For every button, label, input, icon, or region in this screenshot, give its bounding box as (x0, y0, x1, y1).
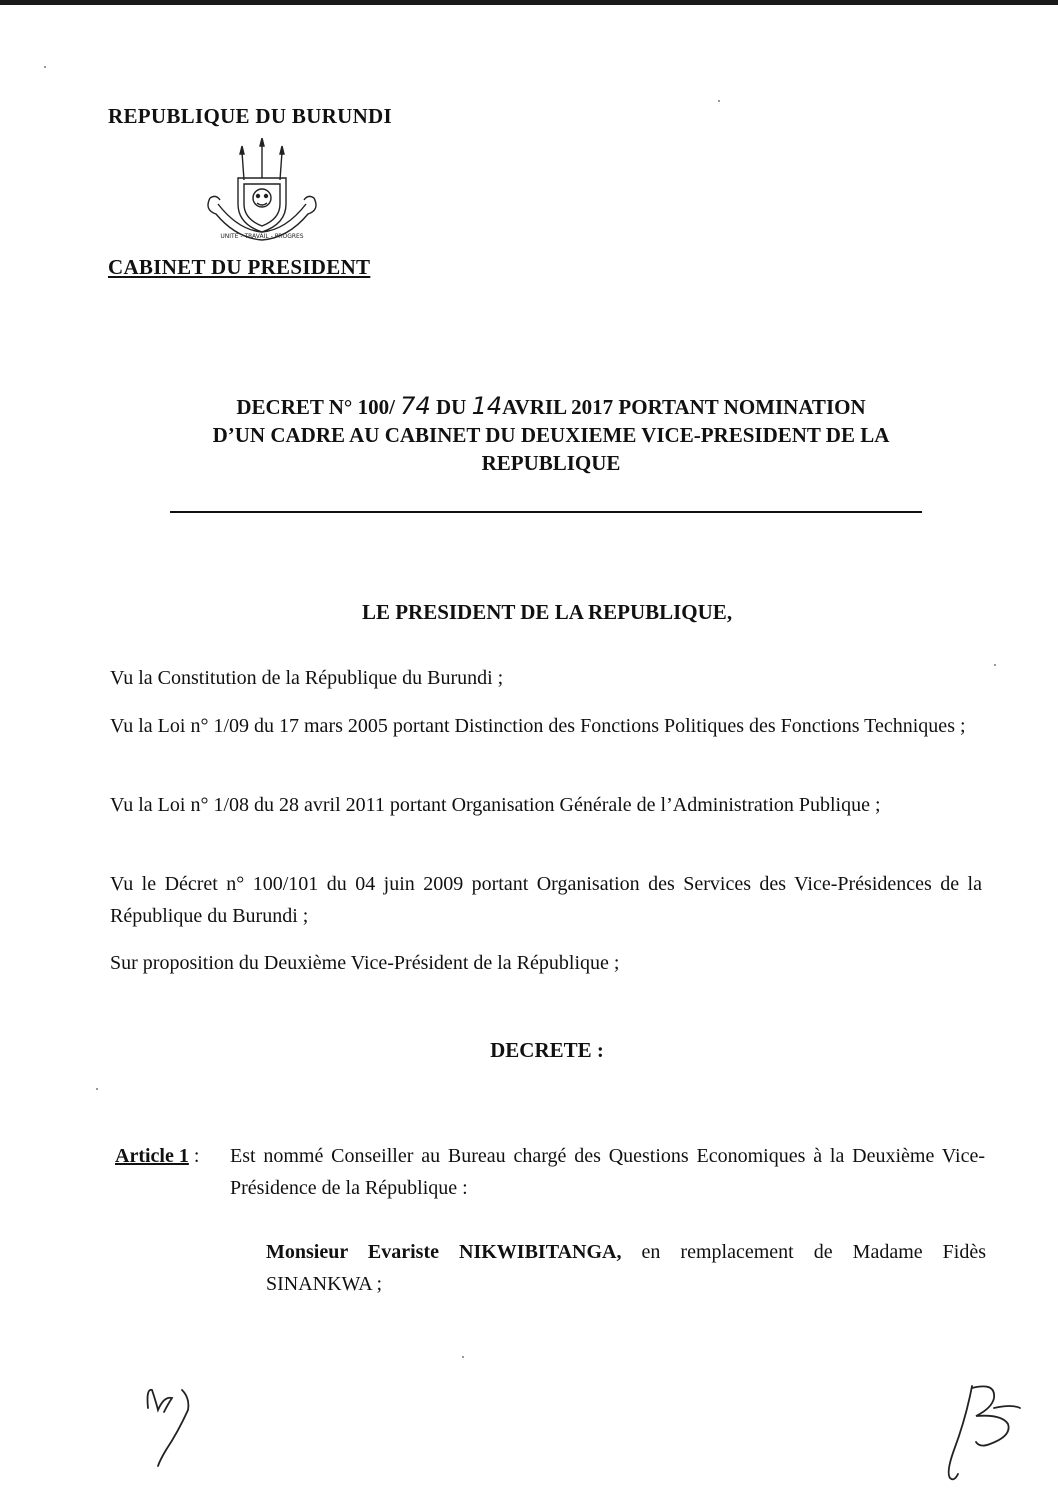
decree-title-line-1-rest: AVRIL 2017 PORTANT NOMINATION (502, 395, 866, 419)
scan-speck (994, 664, 996, 666)
president-heading: LE PRESIDENT DE LA REPUBLIQUE, (361, 600, 733, 624)
decree-du: DU (435, 395, 467, 419)
consideration-5: Sur proposition du Deuxième Vice-Président de la République ; (110, 952, 620, 974)
decree-number-prefix: DECRET N° 100/ (236, 395, 395, 419)
page-top-edge (0, 0, 1058, 5)
article-1-text: Est nommé Conseiller au Bureau chargé des Questions Economiques à la Deuxième Vice-Présidence de la République : (230, 1145, 985, 1199)
decree-day-handwritten: 14 (471, 392, 503, 420)
consideration-1: Vu la Constitution de la République du Burundi ; (110, 667, 504, 689)
appointee-name: Monsieur Evariste NIKWIBITANGA, (266, 1241, 622, 1263)
decrete-heading: DECRETE : (490, 1038, 604, 1062)
article-1-label: Article 1 (115, 1145, 189, 1167)
appointee-replacement: en remplacement de Madame Fidès SINANKWA ; (266, 1241, 987, 1295)
title-underline-rule (170, 511, 922, 513)
handwritten-initials-left (138, 1380, 198, 1470)
scan-speck (718, 100, 720, 102)
decree-title-line-3: REPUBLIQUE (481, 451, 621, 475)
decree-title (130, 392, 972, 477)
consideration-3: Vu la Loi n° 1/08 du 28 avril 2011 portant Organisation Générale de l’Administration Publique ; (110, 794, 881, 816)
scan-speck (462, 1356, 464, 1358)
decree-title-line-2: D’UN CADRE AU CABINET DU DEUXIEME VICE-PRESIDENT DE LA (212, 423, 890, 447)
decree-title-line-1 (130, 392, 972, 421)
scan-speck (96, 1088, 98, 1090)
consideration-2: Vu la Loi n° 1/09 du 17 mars 2005 portant Distinction des Fonctions Politiques des Fonctions Techniques ; (110, 715, 966, 737)
republic-title: REPUBLIQUE DU BURUNDI (108, 104, 392, 128)
cabinet-title: CABINET DU PRESIDENT (108, 255, 371, 279)
article-1-separator: : (193, 1145, 200, 1167)
emblem-motto: UNITE - TRAVAIL - PROGRES (220, 233, 304, 240)
consideration-4: Vu le Décret n° 100/101 du 04 juin 2009 portant Organisation des Services des Vice-Présidences de la République du Burundi ; (110, 873, 982, 927)
coat-of-arms-emblem (196, 138, 328, 250)
scan-speck (44, 66, 46, 68)
decree-number-handwritten: 74 (400, 392, 431, 420)
appointee-paragraph (266, 1236, 986, 1300)
article-1 (115, 1140, 985, 1199)
handwritten-initials-right (932, 1378, 1022, 1483)
